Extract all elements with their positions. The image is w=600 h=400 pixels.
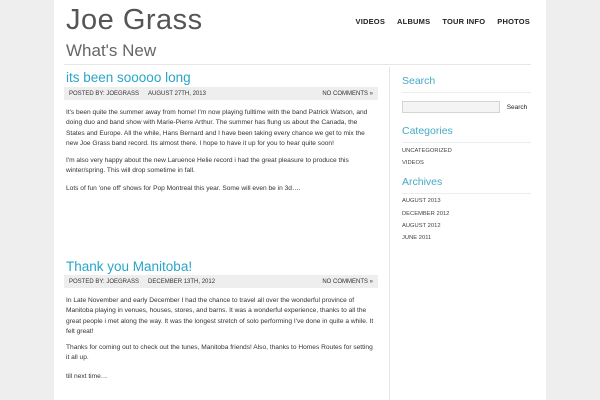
categories-widget-title: Categories	[402, 125, 453, 137]
post-comments-link[interactable]: NO COMMENTS »	[322, 90, 373, 97]
page-subtitle: What's New	[66, 41, 157, 60]
post-meta-bar	[64, 275, 378, 288]
nav-item-albums[interactable]: ALBUMS	[397, 17, 431, 26]
post-author: POSTED BY: JOEGRASS	[69, 278, 140, 285]
post-paragraph: Thanks for coming out to check out the tunes, Manitoba friends! Also, thanks to Homes Routes for setting it all up.	[66, 344, 373, 362]
widget-divider	[402, 193, 531, 194]
search-input[interactable]	[402, 101, 500, 113]
archive-link[interactable]: AUGUST 2013	[402, 198, 441, 204]
post-paragraph: till next time…	[66, 373, 108, 380]
widget-divider	[402, 142, 531, 143]
post-title[interactable]: its been sooooo long	[66, 70, 191, 85]
post-date: AUGUST 27TH, 2013	[148, 90, 206, 97]
post-date: DECEMBER 13TH, 2012	[148, 278, 216, 285]
post-paragraph: In Late November and early December I had the chance to travel all over the wonderful province of Manitoba playing in venues, houses, stores, and barns. It was a wonderful experience, thanks to all the great people i met along the way. It was the longest stretch of solo performing I've done in quite a while. It felt great!	[66, 297, 374, 336]
archives-widget-title: Archives	[402, 176, 443, 188]
post-paragraph: I'm also very happy about the new Laruence Helie record i had the great pleasure to produce this winter/spring. This will drop sometime in fall.	[66, 157, 349, 175]
search-widget-title: Search	[402, 75, 436, 87]
archive-link[interactable]: DECEMBER 2012	[402, 211, 450, 217]
archive-link[interactable]: AUGUST 2012	[402, 223, 441, 229]
archive-link[interactable]: JUNE 2011	[402, 235, 432, 241]
category-link-uncategorized[interactable]: UNCATEGORIZED	[402, 148, 452, 154]
header-divider	[64, 64, 531, 65]
site-title[interactable]: Joe Grass	[66, 4, 203, 36]
main-nav	[350, 14, 537, 29]
post-paragraph: Lots of fun 'one off' shows for Pop Montreal this year. Some will even be in 3d….	[66, 185, 301, 192]
post-comments-link[interactable]: NO COMMENTS »	[322, 278, 373, 285]
nav-item-photos[interactable]: PHOTOS	[497, 17, 530, 26]
post-title[interactable]: Thank you Manitoba!	[66, 259, 193, 274]
nav-item-tour-info[interactable]: TOUR INFO	[442, 17, 486, 26]
search-button[interactable]: Search	[506, 103, 528, 111]
sidebar-divider	[389, 67, 390, 400]
widget-divider	[402, 92, 531, 93]
nav-item-videos[interactable]: VIDEOS	[355, 17, 386, 26]
category-link-videos[interactable]: VIDEOS	[402, 160, 424, 166]
post-meta-bar	[64, 87, 378, 100]
post-author: POSTED BY: JOEGRASS	[69, 90, 140, 97]
post-paragraph: It's been quite the summer away from home! I'm now playing fulltime with the band Patrick Watson, and doing duo and band show with Marie-Pierre Arthur. The summer has flung us about the Canada, the States and Europe. All the while, Hans Bernard and I have been taking every chance we get to mix the new Joe Grass band record. Its almost there. I hope to have it up for you to hear quite soon!	[66, 109, 368, 148]
